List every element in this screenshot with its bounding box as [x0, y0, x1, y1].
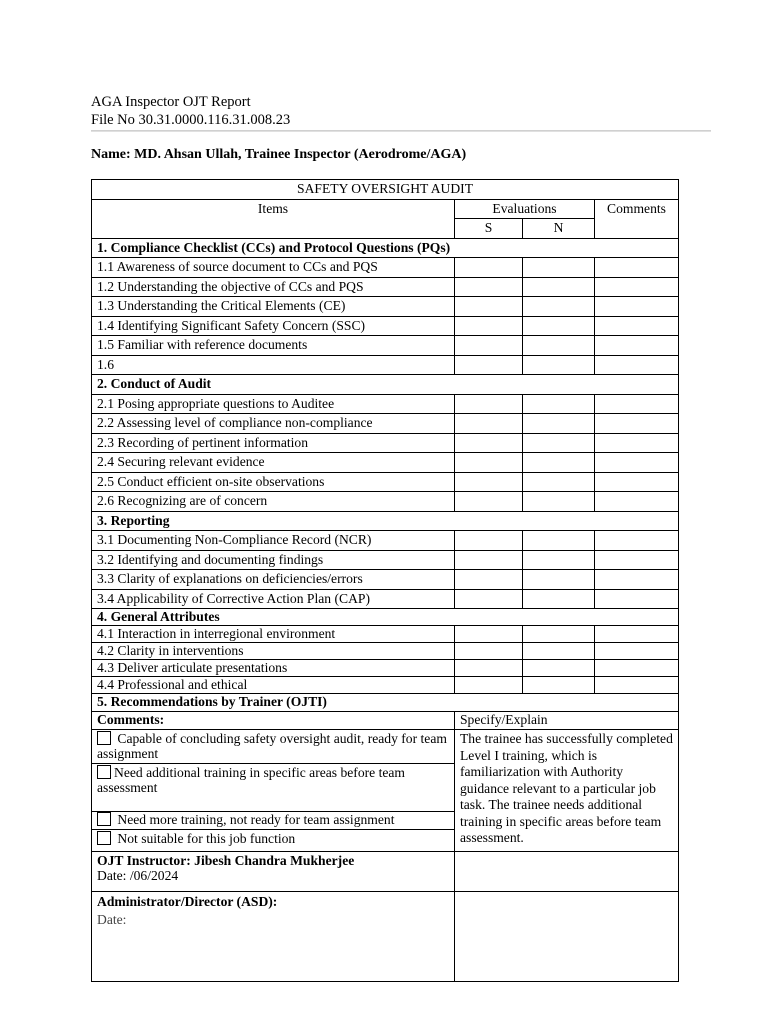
- table-row: [92, 626, 679, 643]
- item-label: 4.1 Interaction in interregional environment: [92, 626, 455, 643]
- comment-cell[interactable]: [595, 472, 679, 492]
- eval-n-cell[interactable]: [523, 453, 595, 473]
- eval-s-cell[interactable]: [455, 394, 523, 414]
- item-label: 3.4 Applicability of Corrective Action Plan (CAP): [92, 589, 455, 609]
- item-label: 3.1 Documenting Non-Compliance Record (NCR): [92, 531, 455, 551]
- col-n-header: N: [523, 219, 595, 239]
- table-row: [92, 589, 679, 609]
- comment-cell[interactable]: [595, 355, 679, 375]
- col-evaluations-header: Evaluations: [455, 199, 595, 219]
- table-row: [92, 453, 679, 473]
- item-label: 4.2 Clarity in interventions: [92, 643, 455, 660]
- section-heading: 3. Reporting: [92, 511, 679, 531]
- comment-cell[interactable]: [595, 570, 679, 590]
- table-row: [92, 550, 679, 570]
- comment-cell[interactable]: [595, 531, 679, 551]
- table-row: [92, 394, 679, 414]
- item-label: 3.3 Clarity of explanations on deficiencies/errors: [92, 570, 455, 590]
- item-label: 2.6 Recognizing are of concern: [92, 492, 455, 512]
- section-heading: 2. Conduct of Audit: [92, 375, 679, 395]
- comment-cell[interactable]: [595, 453, 679, 473]
- eval-s-cell[interactable]: [455, 550, 523, 570]
- item-label: 4.4 Professional and ethical: [92, 677, 455, 694]
- eval-s-cell[interactable]: [455, 589, 523, 609]
- item-label: 3.2 Identifying and documenting findings: [92, 550, 455, 570]
- eval-s-cell[interactable]: [455, 355, 523, 375]
- item-label: 1.1 Awareness of source document to CCs and PQS: [92, 258, 455, 278]
- col-comments-header: Comments: [595, 199, 679, 238]
- eval-s-cell[interactable]: [455, 531, 523, 551]
- item-label: 2.2 Assessing level of compliance non-compliance: [92, 414, 455, 434]
- eval-n-cell[interactable]: [523, 297, 595, 317]
- eval-n-cell[interactable]: [523, 626, 595, 643]
- table-row: [92, 472, 679, 492]
- eval-s-cell[interactable]: [455, 677, 523, 694]
- option-ready-label: Capable of concluding safety oversight audit, ready for team assignment: [97, 731, 447, 761]
- table-title: SAFETY OVERSIGHT AUDIT: [92, 180, 679, 200]
- col-items-header: Items: [92, 199, 455, 238]
- eval-n-cell[interactable]: [523, 414, 595, 434]
- eval-n-cell[interactable]: [523, 492, 595, 512]
- eval-s-cell[interactable]: [455, 570, 523, 590]
- eval-n-cell[interactable]: [523, 531, 595, 551]
- eval-s-cell[interactable]: [455, 643, 523, 660]
- col-s-header: S: [455, 219, 523, 239]
- checkbox-ready[interactable]: [97, 731, 111, 745]
- option-cell-2: [92, 812, 455, 830]
- eval-n-cell[interactable]: [523, 394, 595, 414]
- eval-s-cell[interactable]: [455, 626, 523, 643]
- eval-n-cell[interactable]: [523, 550, 595, 570]
- option-cell-3: [92, 830, 455, 852]
- eval-s-cell[interactable]: [455, 316, 523, 336]
- comment-cell[interactable]: [595, 258, 679, 278]
- option-additional-label: Need additional training in specific areas before team assessment: [97, 765, 406, 795]
- eval-s-cell[interactable]: [455, 453, 523, 473]
- eval-s-cell[interactable]: [455, 336, 523, 356]
- file-number: File No 30.31.0000.116.31.008.23: [91, 112, 291, 128]
- eval-s-cell[interactable]: [455, 258, 523, 278]
- audit-table: [91, 179, 679, 982]
- comment-cell[interactable]: [595, 277, 679, 297]
- option-more-label: Need more training, not ready for team assignment: [117, 812, 395, 827]
- checkbox-more-training[interactable]: [97, 812, 111, 826]
- comment-cell[interactable]: [595, 297, 679, 317]
- specify-label: Specify/Explain: [455, 712, 679, 730]
- report-header: [91, 93, 290, 129]
- option-not-suitable-label: Not suitable for this job function: [117, 831, 296, 846]
- comment-cell[interactable]: [595, 626, 679, 643]
- admin-signature-cell: [455, 892, 679, 982]
- comment-cell[interactable]: [595, 550, 679, 570]
- item-label: 4.3 Deliver articulate presentations: [92, 660, 455, 677]
- eval-n-cell[interactable]: [523, 336, 595, 356]
- item-label: 1.3 Understanding the Critical Elements (CE): [92, 297, 455, 317]
- eval-n-cell[interactable]: [523, 660, 595, 677]
- eval-s-cell[interactable]: [455, 297, 523, 317]
- item-label: 1.2 Understanding the objective of CCs and PQS: [92, 277, 455, 297]
- eval-n-cell[interactable]: [523, 433, 595, 453]
- eval-n-cell[interactable]: [523, 589, 595, 609]
- comment-cell[interactable]: [595, 316, 679, 336]
- table-row: [92, 277, 679, 297]
- eval-s-cell[interactable]: [455, 414, 523, 434]
- item-label: 1.6: [92, 355, 455, 375]
- item-label: 1.4 Identifying Significant Safety Concern (SSC): [92, 316, 455, 336]
- instructor-signature-cell: [455, 852, 679, 892]
- explanation-text: The trainee has successfully completed Level I training, which is familiarization with Authority guidance relevant to a particular job task. The trainee needs additional training in specific areas before team assessment.: [455, 730, 679, 852]
- eval-n-cell[interactable]: [523, 277, 595, 297]
- eval-s-cell[interactable]: [455, 492, 523, 512]
- table-row: [92, 316, 679, 336]
- table-row: [92, 643, 679, 660]
- comment-cell[interactable]: [595, 660, 679, 677]
- comment-cell[interactable]: [595, 643, 679, 660]
- eval-n-cell[interactable]: [523, 355, 595, 375]
- instructor-date: Date: /06/2024: [97, 868, 179, 883]
- table-row: [92, 570, 679, 590]
- section-heading: 1. Compliance Checklist (CCs) and Protocol Questions (PQs): [92, 238, 679, 258]
- table-row: [92, 677, 679, 694]
- instructor-label: OJT Instructor: Jibesh Chandra Mukherjee: [97, 853, 355, 868]
- eval-s-cell[interactable]: [455, 433, 523, 453]
- table-row: [92, 433, 679, 453]
- item-label: 2.5 Conduct efficient on-site observations: [92, 472, 455, 492]
- comment-cell[interactable]: [595, 677, 679, 694]
- recommendations-heading: 5. Recommendations by Trainer (OJTI): [92, 694, 679, 712]
- admin-date: Date:: [97, 912, 127, 927]
- table-row: [92, 258, 679, 278]
- comment-cell[interactable]: [595, 394, 679, 414]
- checkbox-additional-training[interactable]: [97, 765, 111, 779]
- eval-n-cell[interactable]: [523, 316, 595, 336]
- header-rule: [91, 130, 711, 132]
- comment-cell[interactable]: [595, 589, 679, 609]
- checkbox-not-suitable[interactable]: [97, 831, 111, 845]
- eval-s-cell[interactable]: [455, 277, 523, 297]
- eval-n-cell[interactable]: [523, 570, 595, 590]
- item-label: 2.3 Recording of pertinent information: [92, 433, 455, 453]
- eval-s-cell[interactable]: [455, 472, 523, 492]
- comment-cell[interactable]: [595, 414, 679, 434]
- section-heading: 4. General Attributes: [92, 609, 679, 626]
- item-label: 2.1 Posing appropriate questions to Auditee: [92, 394, 455, 414]
- table-row: [92, 660, 679, 677]
- item-label: 2.4 Securing relevant evidence: [92, 453, 455, 473]
- comments-label: Comments:: [92, 712, 455, 730]
- eval-n-cell[interactable]: [523, 677, 595, 694]
- comment-cell[interactable]: [595, 492, 679, 512]
- report-title: AGA Inspector OJT Report: [91, 94, 251, 110]
- eval-n-cell[interactable]: [523, 258, 595, 278]
- instructor-cell: [92, 852, 455, 892]
- item-label: 1.5 Familiar with reference documents: [92, 336, 455, 356]
- table-row: [92, 531, 679, 551]
- eval-n-cell[interactable]: [523, 472, 595, 492]
- comment-cell[interactable]: [595, 433, 679, 453]
- table-row: [92, 355, 679, 375]
- table-row: [92, 297, 679, 317]
- admin-label: Administrator/Director (ASD):: [97, 894, 278, 909]
- table-row: [92, 492, 679, 512]
- eval-s-cell[interactable]: [455, 660, 523, 677]
- option-cell-0: [92, 730, 455, 764]
- option-cell-1: [92, 764, 455, 812]
- table-row: [92, 336, 679, 356]
- trainee-name: Name: MD. Ahsan Ullah, Trainee Inspector (Aerodrome/AGA): [91, 147, 467, 162]
- eval-n-cell[interactable]: [523, 643, 595, 660]
- comment-cell[interactable]: [595, 336, 679, 356]
- table-row: [92, 414, 679, 434]
- admin-cell: [92, 892, 455, 982]
